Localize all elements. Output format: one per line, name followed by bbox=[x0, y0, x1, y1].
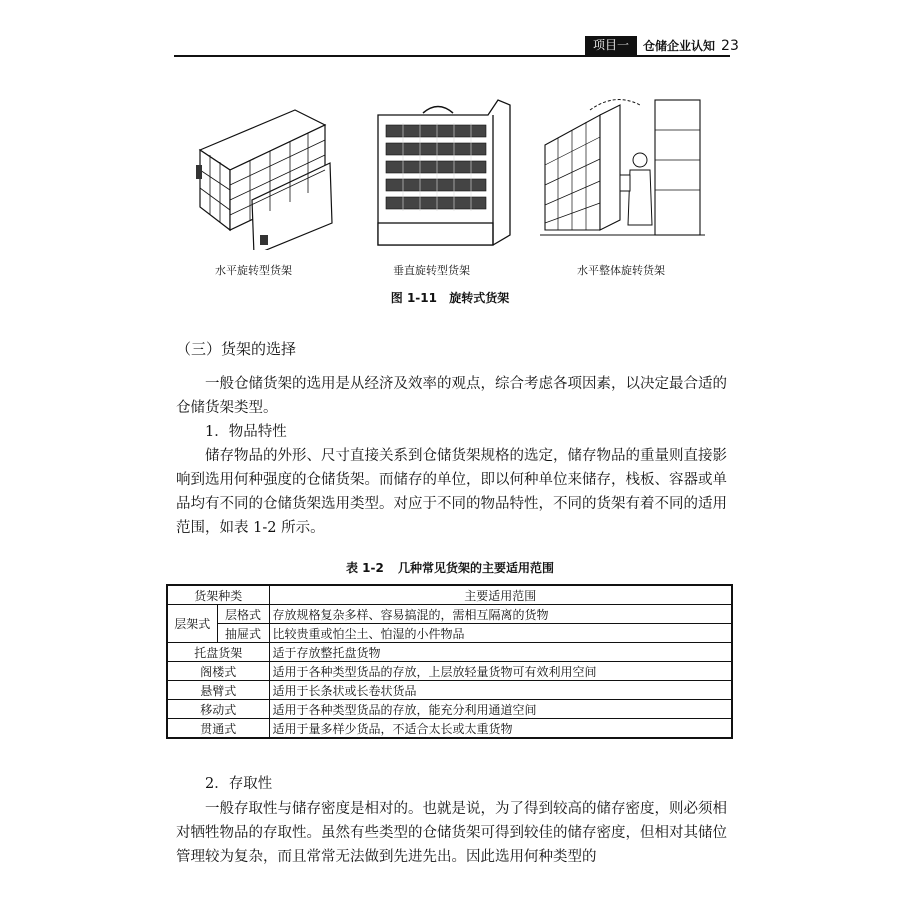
running-header bbox=[585, 36, 739, 55]
figure-number: 图 1-11 bbox=[390, 291, 437, 305]
scope-cell: 适于存放整托盘货物 bbox=[269, 643, 732, 662]
header-chapter-title: 仓储企业认知 bbox=[643, 39, 716, 53]
scope-cell: 适用于各种类型货品的存放，能充分利用通道空间 bbox=[269, 700, 732, 719]
figure-caption-2: 垂直旋转型货架 bbox=[393, 264, 470, 277]
rack-scope-table bbox=[166, 584, 733, 739]
figure-caption-3: 水平整体旋转货架 bbox=[577, 264, 665, 277]
subheading-item-characteristics: 1．物品特性 bbox=[205, 424, 287, 440]
scope-cell: 比较贵重或怕尘土、怕湿的小件物品 bbox=[269, 624, 732, 643]
header-rule bbox=[174, 55, 730, 57]
scope-cell: 适用于各种类型货品的存放，上层放轻量货物可有效利用空间 bbox=[269, 662, 732, 681]
header-rack-type: 货架种类 bbox=[167, 585, 269, 605]
table-row bbox=[167, 681, 732, 700]
figure-title bbox=[0, 289, 900, 306]
figure-title-text: 旋转式货架 bbox=[449, 291, 510, 305]
rack-type-cell: 抽屉式 bbox=[217, 624, 269, 643]
rack-type-cell: 托盘货架 bbox=[167, 643, 269, 662]
table-number: 表 1-2 bbox=[345, 561, 384, 575]
scope-cell: 存放规格复杂多样、容易搞混的，需相互隔离的货物 bbox=[269, 605, 732, 624]
header-scope: 主要适用范围 bbox=[269, 585, 732, 605]
horizontal-full-rotary-rack-illustration bbox=[540, 90, 705, 250]
scope-cell: 适用于量多样少货品，不适合太长或太重货物 bbox=[269, 719, 732, 739]
paragraph-item-characteristics: 储存物品的外形、尺寸直接关系到仓储货架规格的选定，储存物品的重量则直接影响到选用何种强度的仓储货架。而储存的单位，即以何种单位来储存，栈板、容器或单品均有不同的仓储货架选用类型。对应于不同的物品特性，不同的货架有着不同的适用范围，如表 1-2 所示。 bbox=[176, 448, 727, 536]
table-header-row bbox=[167, 585, 732, 605]
table-row bbox=[167, 643, 732, 662]
rack-type-cell: 悬臂式 bbox=[167, 681, 269, 700]
rack-type-cell: 贯通式 bbox=[167, 719, 269, 739]
table-row bbox=[167, 719, 732, 739]
rack-type-cell: 层格式 bbox=[217, 605, 269, 624]
paragraph-accessibility: 一般存取性与储存密度是相对的。也就是说，为了得到较高的储存密度，则必须相对牺牲物品的存取性。虽然有些类型的仓储货架可得到较佳的储存密度，但相对其储位管理较为复杂，而且常常无法做到先进先出。因此选用何种类型的 bbox=[176, 801, 727, 865]
vertical-rotary-rack-illustration bbox=[368, 95, 518, 250]
table-row bbox=[167, 700, 732, 719]
table-row bbox=[167, 624, 732, 643]
rack-type-cell: 阁楼式 bbox=[167, 662, 269, 681]
subheading-accessibility: 2．存取性 bbox=[205, 776, 273, 792]
page-number: 23 bbox=[721, 37, 739, 54]
section-heading: （三）货架的选择 bbox=[176, 340, 297, 358]
table-row bbox=[167, 605, 732, 624]
group-label-shelf: 层架式 bbox=[167, 605, 217, 643]
scope-cell: 适用于长条状或长卷状货品 bbox=[269, 681, 732, 700]
figure-caption-1: 水平旋转型货架 bbox=[215, 264, 292, 277]
table-row bbox=[167, 662, 732, 681]
intro-paragraph: 一般仓储货架的选用是从经济及效率的观点，综合考虑各项因素，以决定最合适的仓储货架类型。 bbox=[176, 376, 727, 416]
header-project-label: 项目一 bbox=[585, 36, 637, 55]
rack-type-cell: 移动式 bbox=[167, 700, 269, 719]
horizontal-rotary-rack-illustration bbox=[190, 95, 340, 250]
table-title-text: 几种常见货架的主要适用范围 bbox=[398, 561, 555, 575]
table-title bbox=[0, 559, 900, 576]
